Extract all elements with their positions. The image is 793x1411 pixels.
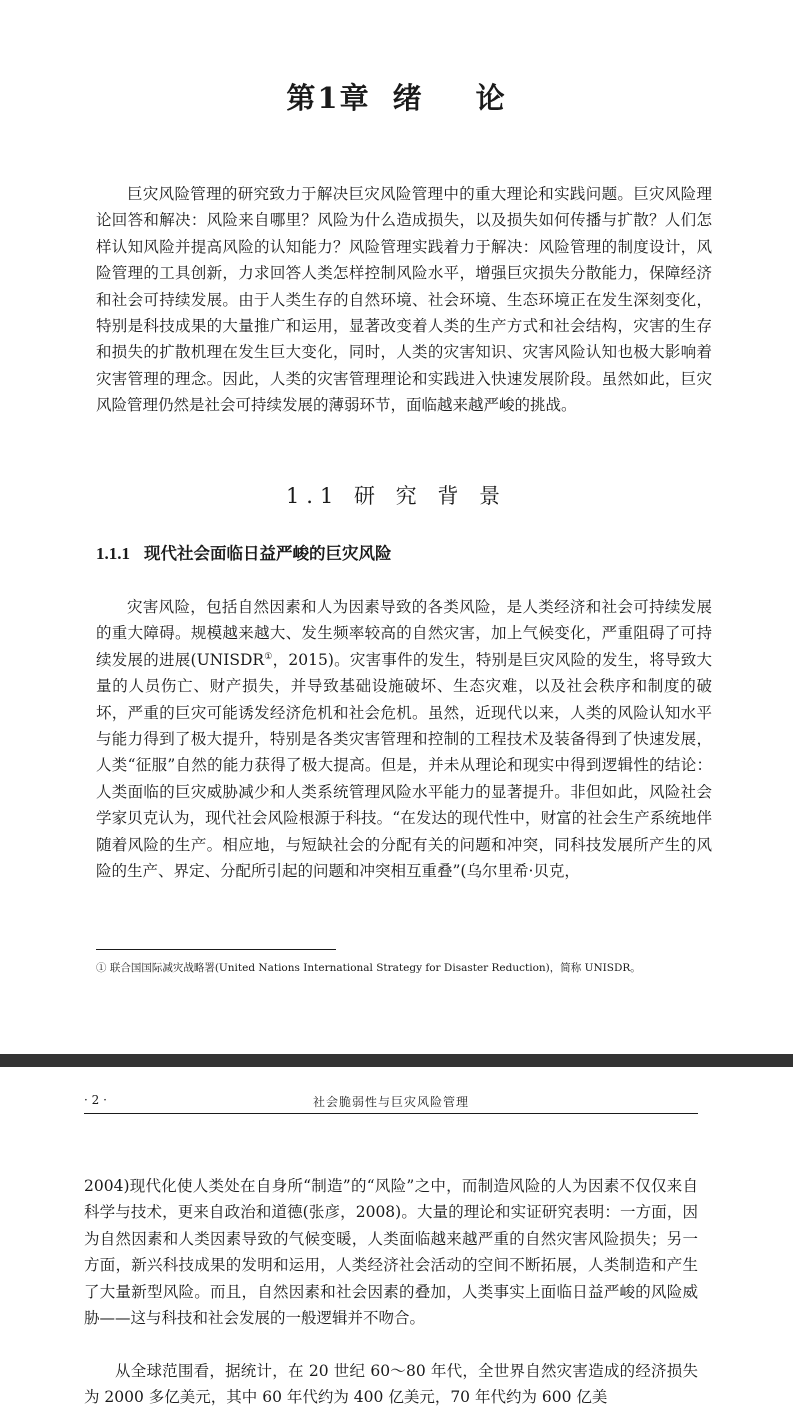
subsection-title (96, 540, 392, 564)
main-paragraph (96, 594, 712, 884)
main-paragraph-part-2: ，2015)。灾害事件的发生，特别是巨灾风险的发生，将导致大量的人员伤亡、财产损失，并导致基础设施破坏、生态灾难，以及社会秩序和制度的破坏，严重的巨灾可能诱发经济危机和社会危机。虽然，近现代以来，人类的风险认知水平与能力得到了极大提升，特别是各类灾害管理和控制的工程技术及装备得到了快速发展，人类“征服”自然的能力获得了极大提高。但是，并未从理论和现实中得到逻辑性的结论：人类面临的巨灾威胁减少和人类系统管理风险水平能力的显著提升。非但如此，风险社会学家贝克认为，现代社会风险根源于科技。“在发达的现代性中，财富的社会生产系统地伴随着风险的生产。相应地，与短缺社会的分配有关的问题和冲突，同科技发展所产生的风险的生产、界定、分配所引起的问题和冲突相互重叠”(乌尔里希·贝克， (96, 650, 712, 881)
subsection-title-text: 现代社会面临日益严峻的巨灾风险 (144, 544, 392, 563)
chapter-title-char-2: 论 (475, 81, 507, 115)
running-title: 社会脆弱性与巨灾风险管理 (312, 1095, 469, 1109)
main-paragraph-part-1: 灾害风险，包括自然因素和人为因素导致的各类风险，是人类经济和社会可持续发展的重大障碍。规模越来越大、发生频率较高的自然灾害，加上气候变化，严重阻碍了可持续发展的进展(UNISDR (96, 598, 712, 669)
footnote-marker[interactable]: ① (264, 651, 273, 662)
chapter-number: 第1章 (286, 81, 371, 115)
continuation-paragraph: 2004)现代化使人类处在自身所“制造”的“风险”之中，而制造风险的人为因素不仅仅来自科学与技术，更来自政治和道德(张彦，2008)。大量的理论和实证研究表明：一方面，因为自然因素和人类因素导致的气候变暖，人类面临越来越严重的自然灾害风险损失；另一方面，新兴科技成果的发明和运用，人类经济社会活动的空间不断拓展，人类制造和产生了大量新型风险。而且，自然因素和社会因素的叠加，人类事实上面临日益严峻的风险威胁——这与科技和社会发展的一般逻辑并不吻合。 (84, 1177, 698, 1328)
footnote: ① 联合国国际减灾战略署(United Nations International Strategy for Disaster Reduction)，简称 UNISDR。 (96, 962, 641, 974)
page-divider (0, 1054, 793, 1067)
intro-paragraph: 巨灾风险管理的研究致力于解决巨灾风险管理中的重大理论和实践问题。巨灾风险理论回答和解决：风险来自哪里？风险为什么造成损失，以及损失如何传播与扩散？人们怎样认知风险并提高风险的认知能力？风险管理实践着力于解决：风险管理的制度设计，风险管理的工具创新，力求回答人类怎样控制风险水平，增强巨灾损失分散能力，保障经济和社会可持续发展。由于人类生存的自然环境、社会环境、生态环境正在发生深刻变化，特别是科技成果的大量推广和运用，显著改变着人类的生产方式和社会结构，灾害的生存和损失的扩散机理在发生巨大变化，同时，人类的灾害知识、灾害风险认知也极大影响着灾害管理的理念。因此，人类的灾害管理理论和实践进入快速发展阶段。虽然如此，巨灾风险管理仍然是社会可持续发展的薄弱环节，面临越来越严峻的挑战。 (96, 185, 712, 415)
footnote-separator (96, 949, 336, 950)
next-paragraph: 从全球范围看，据统计，在 20 世纪 60～80 年代，全世界自然灾害造成的经济损失为 2000 多亿美元，其中 60 年代约为 400 亿美元，70 年代约为 600 亿美 (84, 1362, 698, 1407)
page-number: · 2 · (84, 1093, 107, 1107)
document-page-2 (0, 1067, 793, 1407)
chapter-title-char-1: 绪 (392, 81, 424, 115)
chapter-title (0, 76, 793, 117)
section-title: 1.1 研 究 背 景 (285, 484, 508, 508)
running-header (84, 1091, 698, 1114)
subsection-number: 1.1.1 (96, 544, 130, 563)
